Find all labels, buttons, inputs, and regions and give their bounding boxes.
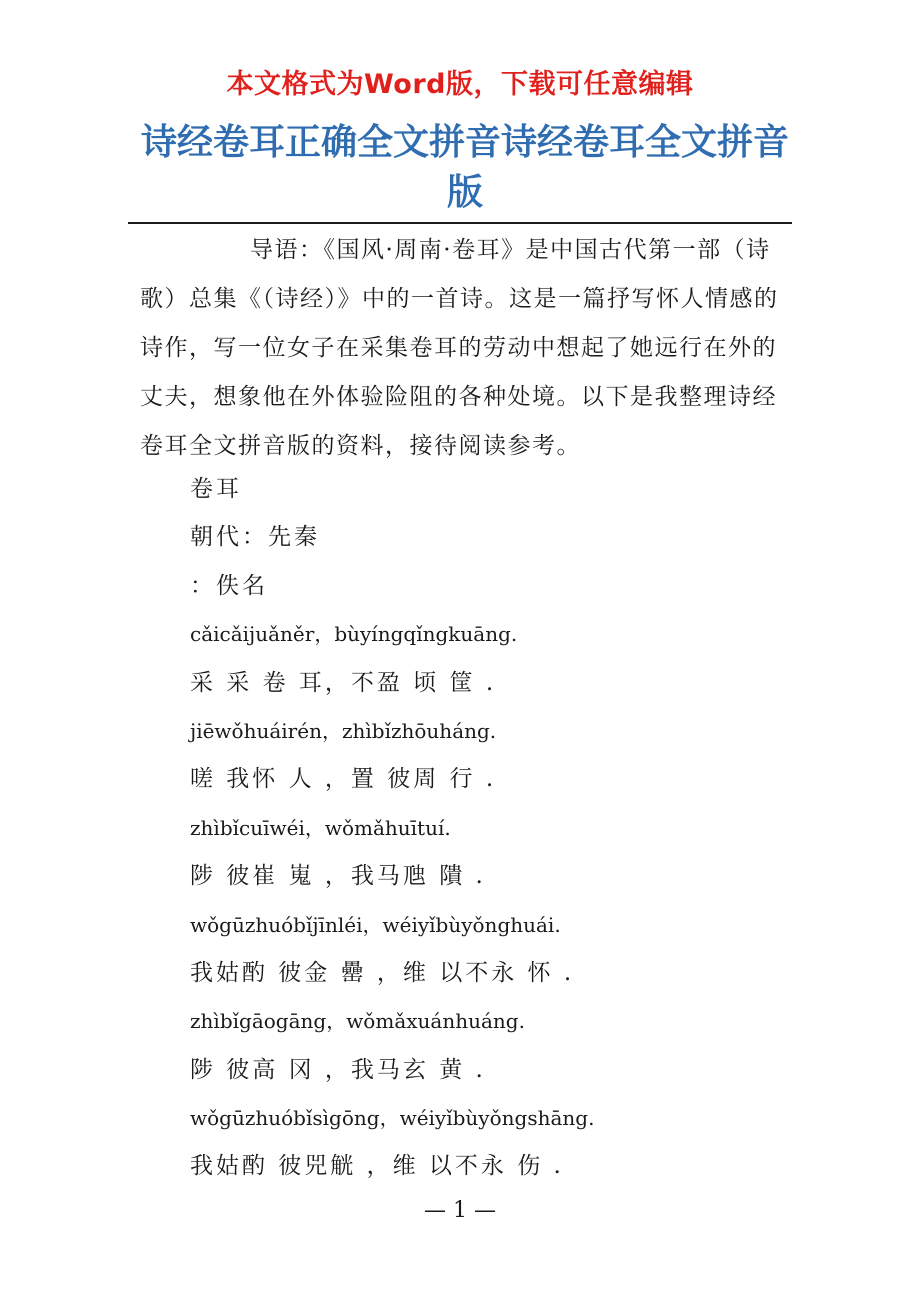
poem-line: jiēwǒhuáirén，zhìbǐzhōuháng.	[190, 718, 497, 743]
intro-paragraph: 导语：《国风·周南·卷耳》是中国古代第一部（诗歌）总集《（诗经）》中的一首诗。这是一篇抒写怀人情感的诗作，写一位女子在采集卷耳的劳动中想起了她远行在外的丈夫，想象他在外体验险阻的各种处境。以下是我整理诗经卷耳全文拼音版的资料，接待阅读参考。	[140, 237, 779, 459]
poem-line: 我姑酌 彼金 罍 ，维 以不永 怀 .	[190, 959, 575, 986]
poem-line: ：佚名	[190, 572, 268, 599]
poem-line: 采 采 卷 耳，不盈 顷 筐 .	[190, 669, 497, 696]
page-number: — 1 —	[424, 1198, 496, 1223]
poem-line: cǎicǎijuǎněr，bùyíngqǐngkuāng.	[190, 622, 518, 647]
poem-line: 朝代：先秦	[190, 524, 320, 551]
word-format-banner: 本文格式为Word版，下载可任意编辑	[226, 69, 694, 100]
poem-line: wǒgūzhuóbǐsìgōng，wéiyǐbùyǒngshāng.	[190, 1106, 595, 1131]
poem-line: 我姑酌 彼兕觥 ，维 以不永 伤 .	[190, 1153, 564, 1180]
poem-line: 嗟 我怀 人 ，置 彼周 行 .	[190, 766, 497, 793]
poem-line: wǒgūzhuóbǐjīnléi，wéiyǐbùyǒnghuái.	[190, 912, 561, 937]
poem-line: zhìbǐgāogāng，wǒmǎxuánhuáng.	[190, 1009, 525, 1034]
poem-line: 陟 彼高 冈 ，我马玄 黄 .	[190, 1056, 486, 1083]
title-divider	[128, 222, 792, 224]
poem-text	[190, 465, 790, 1191]
poem-line: 陟 彼崔 嵬 ，我马虺 隤 .	[190, 863, 486, 890]
poem-line: 卷耳	[190, 476, 242, 502]
document-title: 诗经卷耳正确全文拼音诗经卷耳全文拼音版	[140, 122, 789, 213]
poem-line: zhìbǐcuīwéi，wǒmǎhuītuí.	[190, 815, 451, 840]
